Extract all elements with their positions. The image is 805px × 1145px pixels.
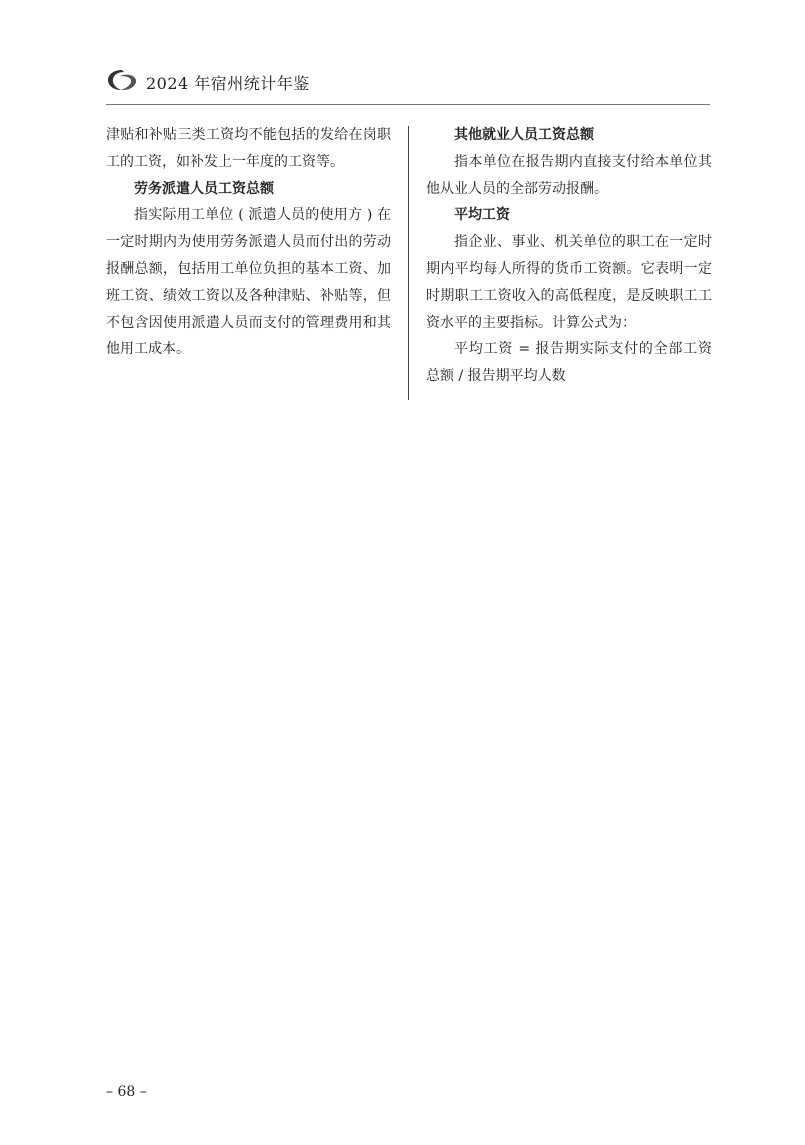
left-column bbox=[106, 122, 391, 363]
average-wage-formula: 平均工资 = 报告期实际支付的全部工资总额 / 报告期平均人数 bbox=[426, 341, 712, 385]
yearbook-logo-icon bbox=[106, 67, 138, 93]
section-heading-average-wage: 平均工资 bbox=[454, 207, 510, 224]
section-heading-other-employees-wage: 其他就业人员工资总额 bbox=[454, 127, 594, 143]
continued-paragraph: 津贴和补贴三类工资均不能包括的发给在岗职工的工资，如补发上一年度的工资等。 bbox=[106, 127, 391, 170]
section-body-average-wage: 指企业、事业、机关单位的职工在一定时期内平均每人所得的货币工资额。它表明一定时期职工工资收入的高低程度，是反映职工工资水平的主要指标。计算公式为： bbox=[426, 234, 712, 331]
yearbook-title: 2024 年宿州统计年鉴 bbox=[146, 74, 310, 93]
section-heading-dispatched-workers-wage: 劳务派遣人员工资总额 bbox=[134, 180, 274, 197]
right-column bbox=[426, 122, 712, 390]
page-number: – 68 – bbox=[106, 1084, 147, 1100]
header-rule bbox=[106, 104, 710, 105]
section-body-other-employees-wage: 指本单位在报告期内直接支付给本单位其他从业人员的全部劳动报酬。 bbox=[426, 153, 712, 197]
column-divider bbox=[408, 126, 409, 400]
page-header bbox=[106, 66, 706, 102]
section-body-dispatched-workers-wage: 指实际用工单位 ( 派遣人员的使用方 ) 在一定时期内为使用劳务派遣人员而付出的劳动报酬总额，包括用工单位负担的基本工资、加班工资、绩效工资以及各种津贴、补贴等，但不包含因使用派遣人员而支付的管理费用和其他用工成本。 bbox=[106, 207, 391, 358]
